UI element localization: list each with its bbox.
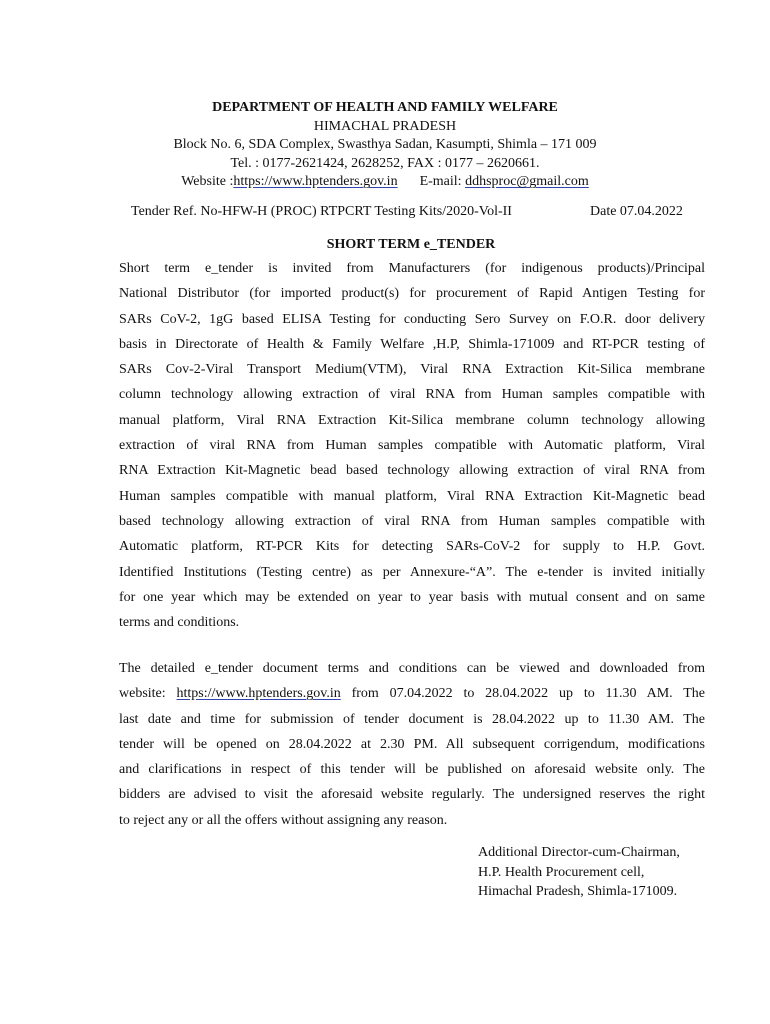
tender-invitation-paragraph [119, 256, 705, 635]
paragraph-line: to reject any or all the offers without assigning any reason. [119, 812, 448, 828]
email-link[interactable]: ddhsproc@gmail.com [465, 174, 589, 190]
paragraph-line: SARs CoV-2, 1gG based ELISA Testing for conducting Sero Survey on F.O.R. door delivery [119, 311, 705, 327]
website-prefix: website: [119, 686, 177, 702]
paragraph-line: terms and conditions. [119, 615, 240, 631]
office-address: Block No. 6, SDA Complex, Swasthya Sadan, Kasumpti, Shimla – 171 009 [173, 137, 597, 153]
signature-block [478, 843, 680, 902]
email-label: E-mail: [419, 174, 466, 190]
paragraph-line: based technology allowing extraction of viral RNA from Human samples compatible with [119, 513, 705, 529]
paragraph-line: bidders are advised to visit the aforesaid website regularly. The undersigned reserves the right [119, 787, 705, 803]
contact-numbers: Tel. : 0177-2621424, 2628252, FAX : 0177 – 2620661. [230, 155, 540, 171]
paragraph-line: column technology allowing extraction of viral RNA from Human samples compatible with [119, 387, 705, 403]
paragraph-line: basis in Directorate of Health & Family Welfare ,H.P, Shimla-171009 and RT-PCR testing of [119, 336, 705, 352]
paragraph-line: Human samples compatible with manual platform, Viral RNA Extraction Kit-Magnetic bead [119, 488, 705, 504]
paragraph-line: for one year which may be extended on year to year basis with mutual consent and on same [119, 589, 705, 605]
paragraph-line: Automatic platform, RT-PCR Kits for detecting SARs-CoV-2 for supply to H.P. Govt. [119, 539, 705, 555]
paragraph-line: manual platform, Viral RNA Extraction Kit-Silica membrane column technology allowing [119, 412, 705, 428]
tender-website-link[interactable]: https://www.hptenders.gov.in [176, 686, 341, 702]
signatory-office: H.P. Health Procurement cell, [478, 864, 645, 880]
paragraph-line: and clarifications in respect of this tender will be published on aforesaid website only. The [119, 762, 705, 778]
paragraph-line: tender will be opened on 28.04.2022 at 2.30 PM. All subsequent corrigendum, modifications [119, 736, 705, 752]
paragraph-line: The detailed e_tender document terms and conditions can be viewed and downloaded from [119, 661, 705, 676]
paragraph-line-with-link [119, 681, 705, 706]
state-name: HIMACHAL PRADESH [313, 118, 457, 134]
paragraph-line: last date and time for submission of tender document is 28.04.2022 up to 11.30 AM. The [119, 711, 705, 727]
tender-reference: Tender Ref. No-HFW-H (PROC) RTPCRT Testing Kits/2020-Vol-II [131, 204, 512, 219]
paragraph-line: SARs Cov-2-Viral Transport Medium(VTM), Viral RNA Extraction Kit-Silica membrane [119, 362, 705, 378]
department-name: DEPARTMENT OF HEALTH AND FAMILY WELFARE [212, 100, 558, 115]
paragraph-line: Short term e_tender is invited from Manufacturers (for indigenous products)/Principal [119, 261, 705, 276]
paragraph-line: RNA Extraction Kit-Magnetic bead based technology allowing extraction of viral RNA from [119, 463, 705, 479]
reference-row [131, 204, 691, 220]
paragraph-line: extraction of viral RNA from Human samples compatible with Automatic platform, Viral [119, 438, 705, 454]
website-email-line [0, 173, 770, 192]
tender-title: SHORT TERM e_TENDER [326, 237, 496, 252]
website-label: Website : [181, 174, 234, 190]
signatory-location: Himachal Pradesh, Shimla-171009. [478, 884, 678, 899]
paragraph-line: National Distributor (for imported product(s) for procurement of Rapid Antigen Testing for [119, 286, 705, 302]
date-range-text: from 07.04.2022 to 28.04.2022 up to 11.30 AM. The [340, 686, 706, 702]
website-link[interactable]: https://www.hptenders.gov.in [233, 174, 398, 190]
tender-date: Date 07.04.2022 [590, 204, 683, 219]
signatory-designation: Additional Director-cum-Chairman, [478, 845, 680, 860]
tender-details-paragraph [119, 656, 705, 833]
paragraph-line: Identified Institutions (Testing centre) as per Annexure-“A”. The e-tender is invited initially [119, 564, 705, 580]
letterhead [0, 99, 770, 192]
